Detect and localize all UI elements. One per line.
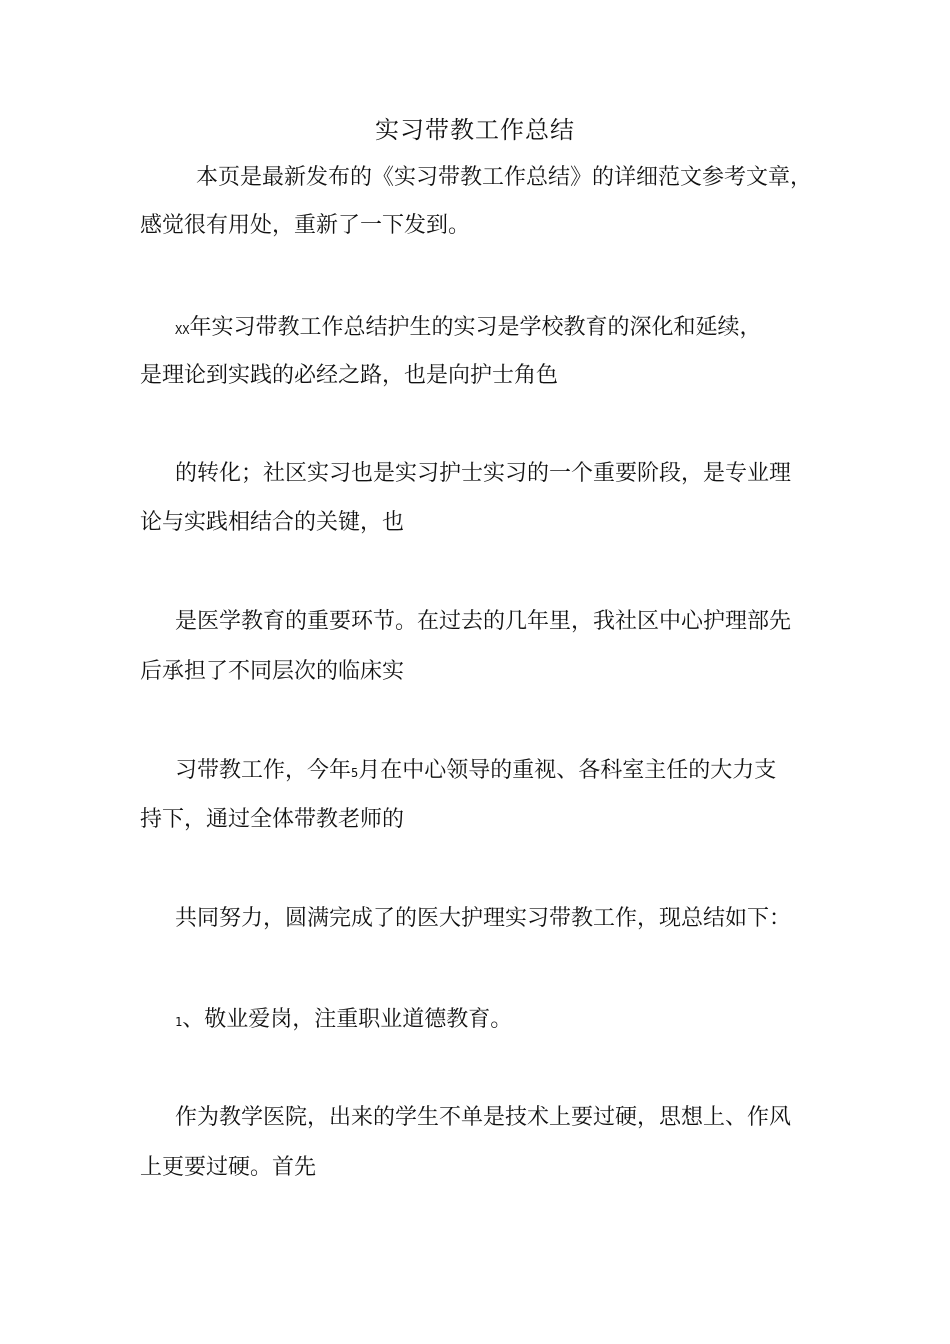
section-heading-1 bbox=[175, 1004, 512, 1038]
paragraph-4-number: 5 bbox=[351, 766, 359, 780]
document-title: 实习带教工作总结 bbox=[375, 116, 575, 144]
paragraph-5-line-1: 共同努力，圆满完成了的医大护理实习带教工作，现总结如下： bbox=[175, 906, 792, 931]
paragraph-4-line-2: 持下，通过全体带教老师的 bbox=[140, 807, 405, 832]
paragraph-2-line-1: 的转化；社区实习也是实习护士实习的一个重要阶段，是专业理 bbox=[175, 461, 792, 486]
paragraph-1-prefix: XX bbox=[175, 323, 190, 337]
paragraph-4-text-b: 月在中心领导的重视、各科室主任的大力支 bbox=[358, 758, 777, 783]
paragraph-1-line-1 bbox=[175, 312, 761, 346]
paragraph-7-line-1: 作为教学医院，出来的学生不单是技术上要过硬，思想上、作风 bbox=[175, 1105, 792, 1130]
paragraph-3-line-2: 后承担了不同层次的临床实 bbox=[140, 659, 405, 684]
paragraph-1-text: 年实习带教工作总结护生的实习是学校教育的深化和延续， bbox=[189, 315, 762, 340]
intro-line-1: 本页是最新发布的《实习带教工作总结》的详细范文参考文章， bbox=[196, 165, 813, 190]
section-heading-number: 1 bbox=[175, 1015, 183, 1029]
paragraph-3-line-1: 是医学教育的重要环节。在过去的几年里，我社区中心护理部先 bbox=[175, 609, 792, 634]
paragraph-1-line-2: 是理论到实践的必经之路，也是向护士角色 bbox=[140, 363, 559, 388]
intro-line-2: 感觉很有用处，重新了一下发到。 bbox=[140, 213, 471, 238]
paragraph-2-line-2: 论与实践相结合的关键，也 bbox=[140, 510, 405, 535]
paragraph-4-line-1 bbox=[175, 755, 776, 789]
section-heading-text: 、敬业爱岗，注重职业道德教育。 bbox=[182, 1007, 513, 1032]
paragraph-7-line-2: 上更要过硬。首先 bbox=[140, 1155, 317, 1180]
paragraph-4-text-a: 习带教工作，今年 bbox=[175, 758, 352, 783]
